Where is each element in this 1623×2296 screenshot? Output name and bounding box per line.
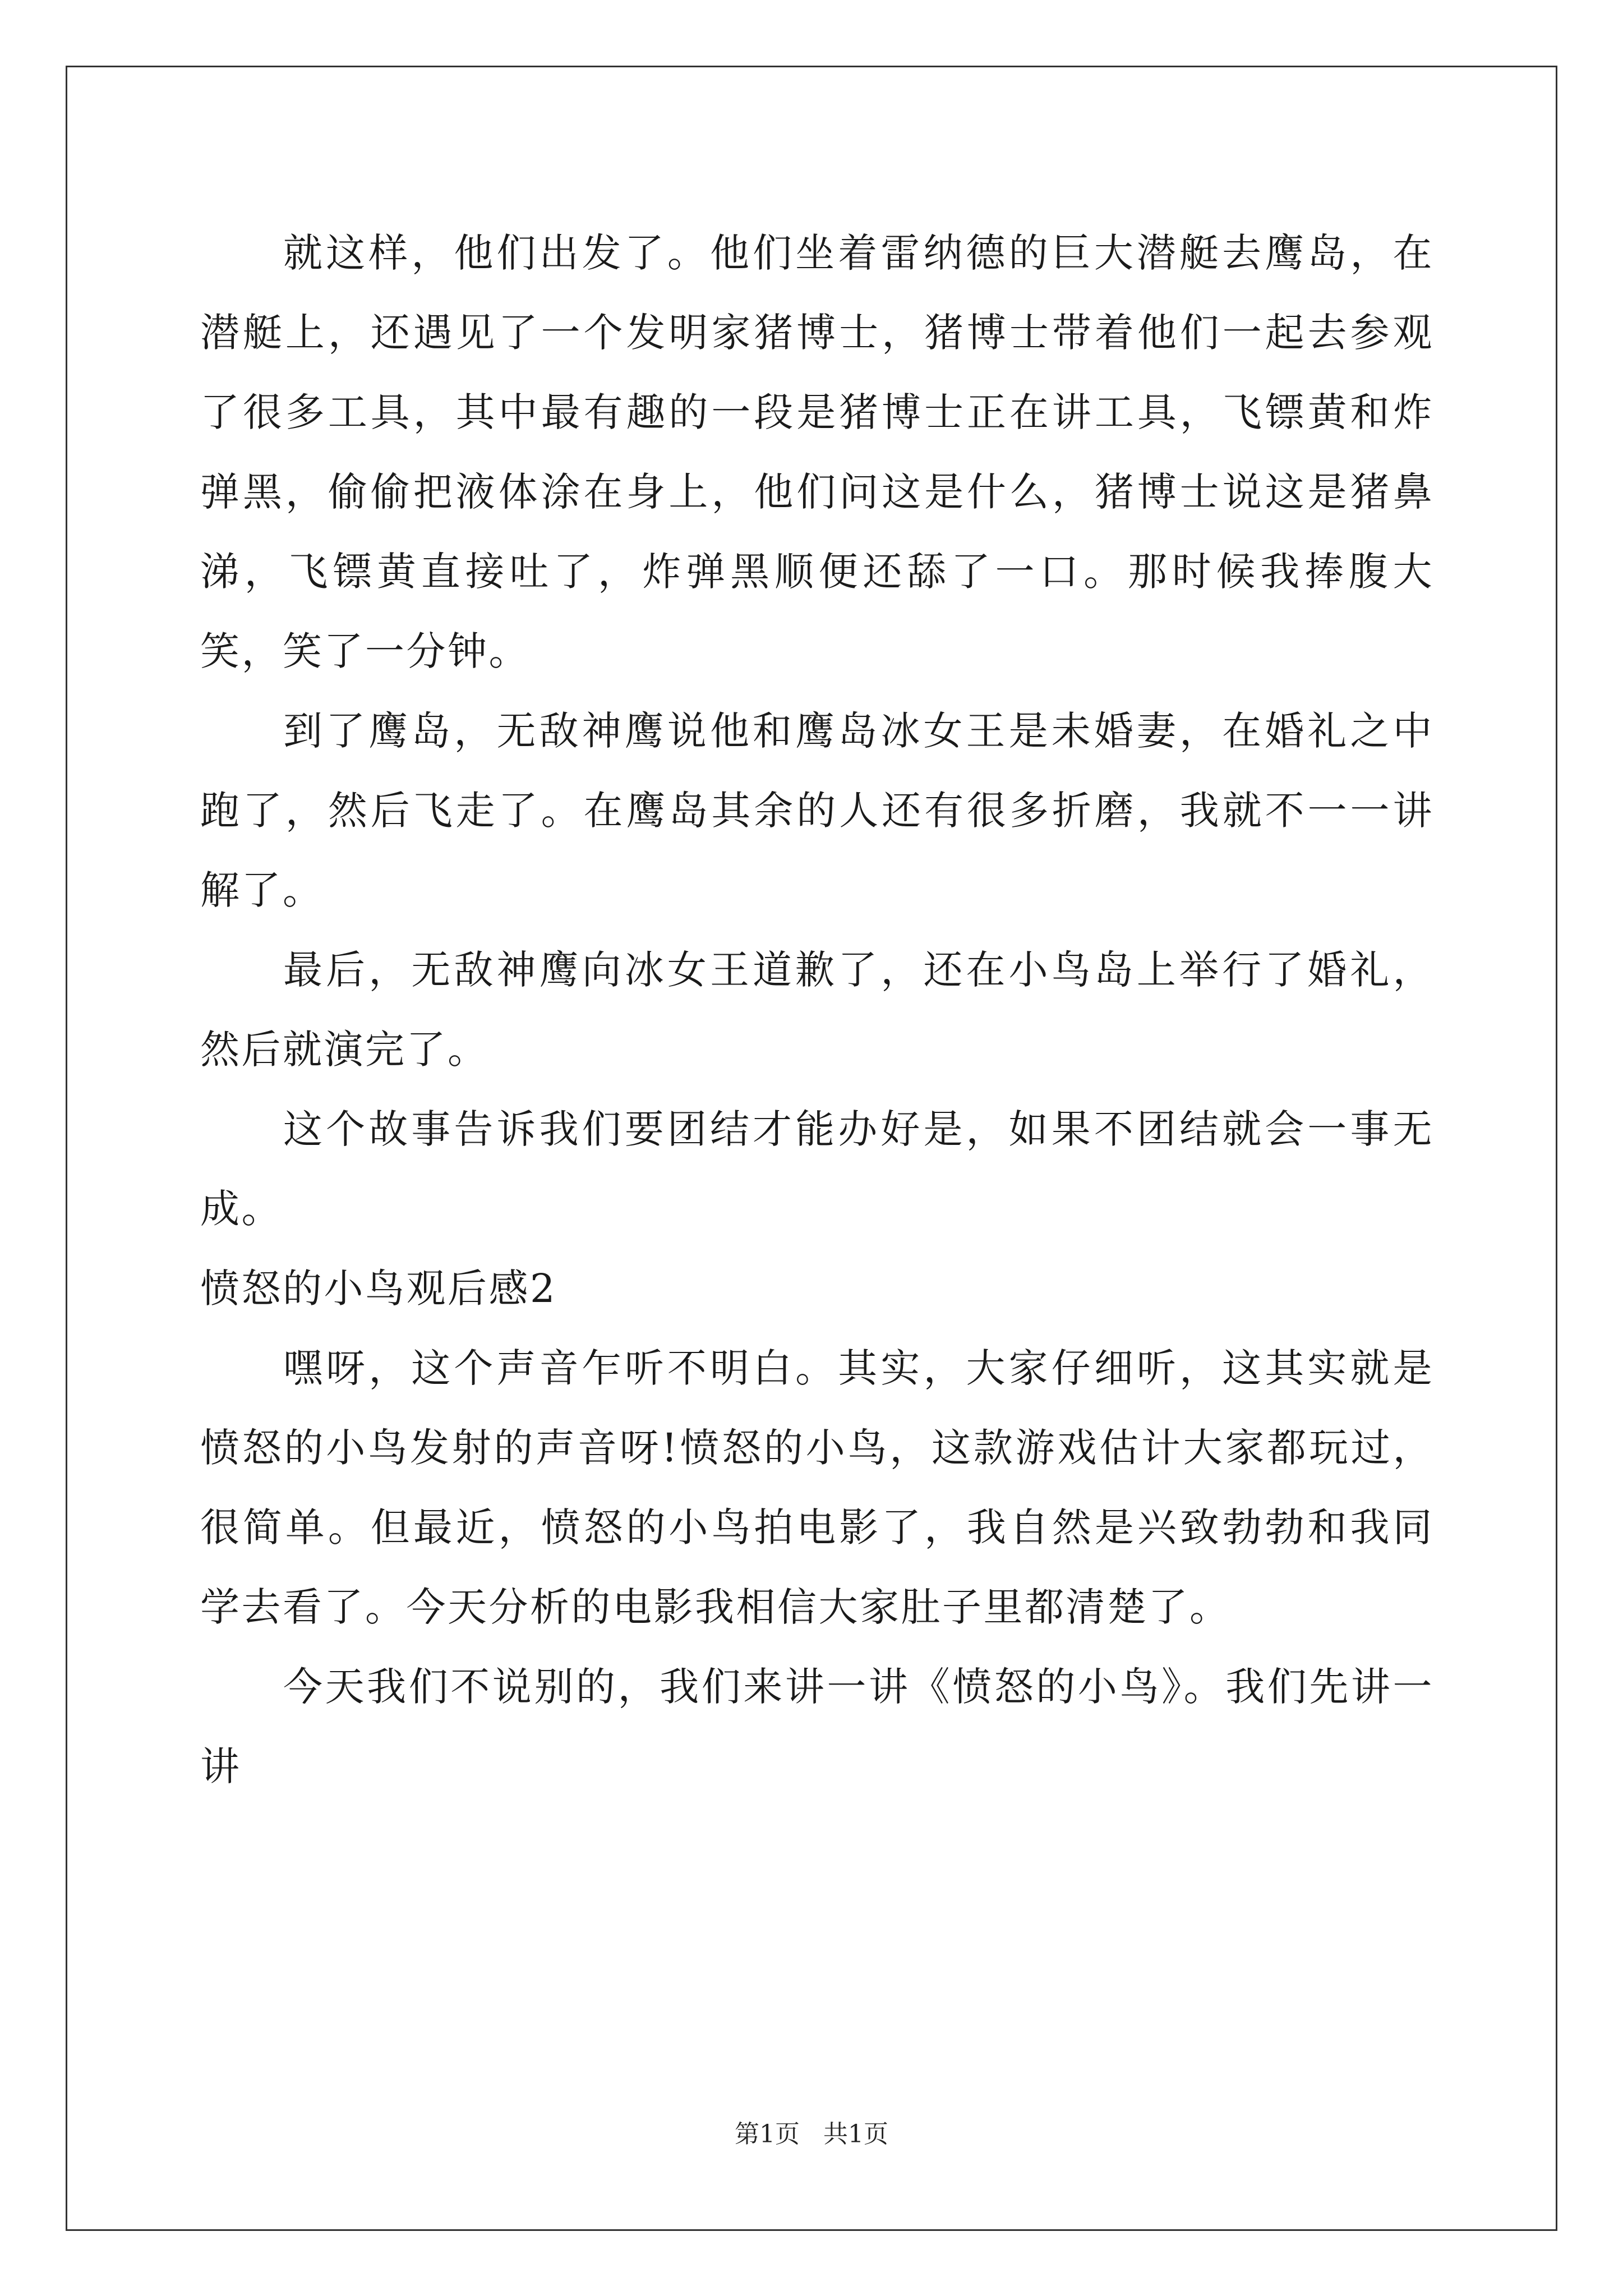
- section-heading: 愤怒的小鸟观后感2: [200, 1266, 557, 1312]
- paragraph-3: 最后，无敌神鹰向冰女王道歉了，还在小鸟岛上举行了婚礼，然后就演完了。: [200, 947, 1434, 1073]
- page-total: 共1页: [823, 2120, 888, 2148]
- page-footer: [0, 2118, 1623, 2151]
- paragraph-2: 到了鹰岛，无敌神鹰说他和鹰岛冰女王是未婚妻，在婚礼之中跑了，然后飞走了。在鹰岛其余的人还有很多折磨，我就不一一讲解了。: [200, 708, 1434, 913]
- paragraph-6: 今天我们不说别的，我们来讲一讲《愤怒的小鸟》。我们先讲一讲: [200, 1664, 1434, 1789]
- paragraph-1: 就这样，他们出发了。他们坐着雷纳德的巨大潜艇去鹰岛，在潜艇上，还遇见了一个发明家猪博士，猪博士带着他们一起去参观了很多工具，其中最有趣的一段是猪博士正在讲工具，飞镖黄和炸弹黑，偷偷把液体涂在身上，他们问这是什么，猪博士说这是猪鼻涕，飞镖黄直接吐了，炸弹黑顺便还舔了一口。那时候我捧腹大笑，笑了一分钟。: [200, 230, 1434, 674]
- paragraph-5: 嘿呀，这个声音乍听不明白。其实，大家仔细听，这其实就是愤怒的小鸟发射的声音呀!愤怒的小鸟，这款游戏估计大家都玩过，很简单。但最近，愤怒的小鸟拍电影了，我自然是兴致勃勃和我同学去看了。今天分析的电影我相信大家肚子里都清楚了。: [200, 1345, 1434, 1630]
- page-number: 第1页: [735, 2120, 800, 2148]
- document-body: [200, 213, 1434, 1806]
- paragraph-4: 这个故事告诉我们要团结才能办好是，如果不团结就会一事无成。: [200, 1106, 1434, 1232]
